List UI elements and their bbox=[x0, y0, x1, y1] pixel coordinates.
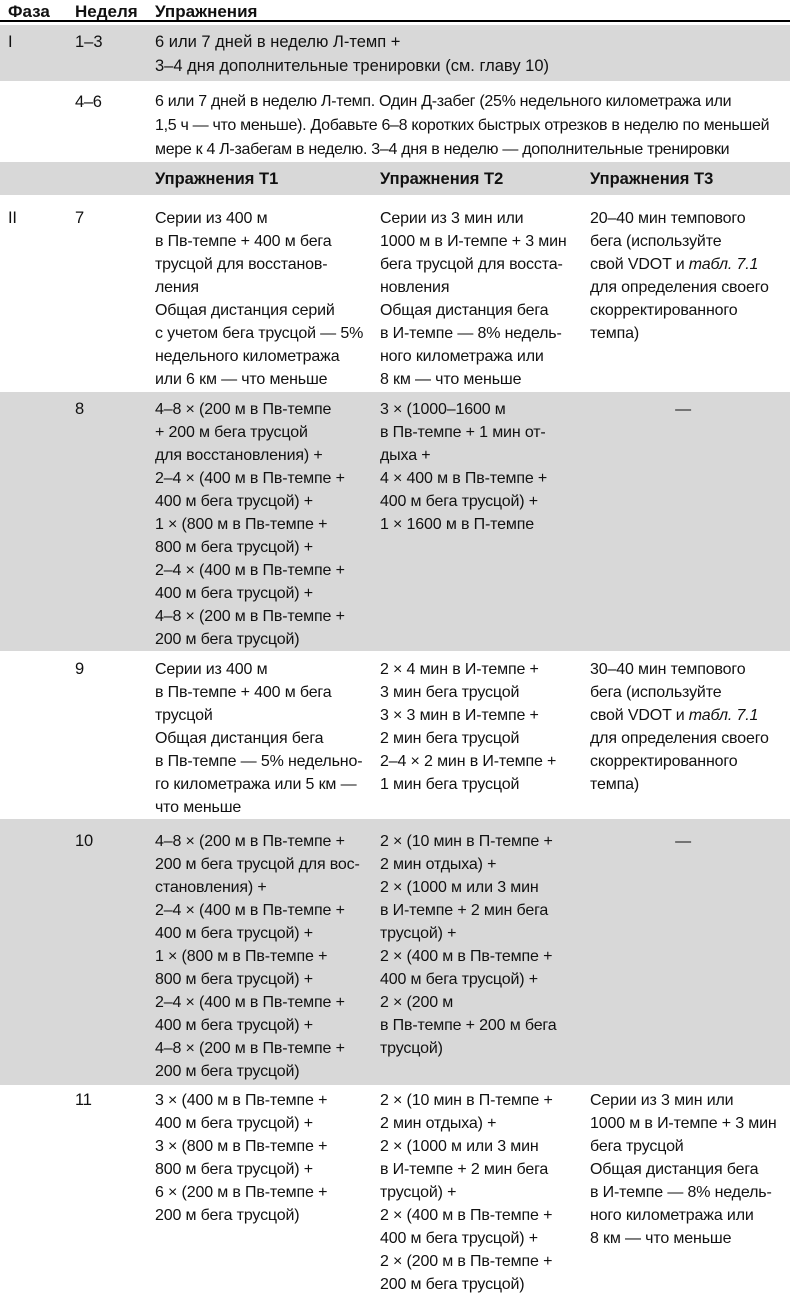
week-cell: 4–6 bbox=[75, 93, 102, 111]
t2-cell: 2 × (10 мин в П-темпе + 2 мин отдыха) + 2 × (1000 м или 3 мин в И-темпе + 2 мин бега трусцой) + 2 × (400 м в Пв-темпе + 400 м бега трусцой) + 2 × (200 м в Пв-темпе + 200 м бега трусцой) bbox=[380, 1092, 553, 1293]
t3-cell: — bbox=[675, 833, 691, 850]
t1-cell: 4–8 × (200 м в Пв-темпе + 200 м бега трусцой для восстановления) + 2–4 × (400 м в Пв-темпе + 400 м бега трусцой) + 1 × (800 м в Пв-темпе + 800 м бега трусцой) + 2–4 × (400 м в Пв-темпе + 400 м бега трусцой) + 4–8 × (200 м в Пв-темпе + 200 м бега трусцой) bbox=[155, 401, 345, 648]
table-header-row bbox=[0, 0, 790, 22]
table-row-week-9 bbox=[0, 651, 790, 819]
phase-cell bbox=[0, 1089, 75, 1296]
t1-cell: 4–8 × (200 м в Пв-темпе + 200 м бега трусцой для вос- становления) + 2–4 × (400 м в Пв-темпе + 400 м бега трусцой) + 1 × (800 м в Пв-темпе + 800 м бега трусцой) + 2–4 × (400 м в Пв-темпе + 400 м бега трусцой) + 4–8 × (200 м в Пв-темпе + 200 м бега трусцой) bbox=[155, 833, 360, 1080]
col-header-phase: Фаза bbox=[8, 2, 50, 21]
table-row-weeks-1-3 bbox=[0, 25, 790, 81]
table-row-week-8 bbox=[0, 392, 790, 651]
week-cell: 1–3 bbox=[75, 33, 103, 51]
week-cell: 9 bbox=[75, 660, 85, 678]
t1-cell: 3 × (400 м в Пв-темпе + 400 м бега трусцой) + 3 × (800 м в Пв-темпе + 800 м бега трусцой) + 6 × (200 м в Пв-темпе + 200 м бега трусцой) bbox=[155, 1092, 328, 1224]
table-subheader-row bbox=[0, 162, 790, 195]
exercises-cell: 6 или 7 дней в неделю Л-темп + 3–4 дня дополнительные тренировки (см. главу 10) bbox=[155, 33, 550, 75]
col-header-week: Неделя bbox=[75, 2, 138, 21]
t3-cell: 20–40 мин темпового бега (используйте свой VDOT и табл. 7.1 для определения своего скорректированного темпа) bbox=[590, 210, 769, 342]
t3-cell: — bbox=[675, 401, 691, 418]
week-cell: 11 bbox=[75, 1091, 92, 1109]
phase-cell: I bbox=[8, 33, 13, 51]
t2-cell: 3 × (1000–1600 м в Пв-темпе + 1 мин от- дыха + 4 × 400 м в Пв-темпе + 400 м бега трусцой) + 1 × 1600 м в П-темпе bbox=[380, 401, 548, 533]
t3-cell: 30–40 мин темпового бега (используйте свой VDOT и табл. 7.1 для определения своего скорректированного темпа) bbox=[590, 661, 769, 793]
t2-cell: 2 × (10 мин в П-темпе + 2 мин отдыха) + 2 × (1000 м или 3 мин в И-темпе + 2 мин бега трусцой) + 2 × (400 м в Пв-темпе + 400 м бега трусцой) + 2 × (200 м в Пв-темпе + 200 м бега трусцой) bbox=[380, 833, 557, 1057]
table-row-week-11 bbox=[0, 1085, 790, 1296]
phase-cell bbox=[0, 830, 75, 1085]
subheader-phase-spacer bbox=[0, 170, 75, 195]
t1-cell: Серии из 400 м в Пв-темпе + 400 м бега трусцой Общая дистанция бега в Пв-темпе — 5% недельно- го километража или 5 км — что меньше bbox=[155, 661, 363, 816]
phase-cell bbox=[0, 90, 75, 162]
phase-cell bbox=[0, 658, 75, 819]
col-header-t2: Упражнения Т2 bbox=[380, 170, 504, 188]
phase-cell: II bbox=[8, 209, 17, 227]
col-header-t1: Упражнения Т1 bbox=[155, 170, 279, 188]
subheader-week-spacer bbox=[75, 170, 155, 195]
table-row-week-10 bbox=[0, 819, 790, 1085]
phase-cell bbox=[0, 398, 75, 651]
col-header-t3: Упражнения Т3 bbox=[590, 170, 714, 188]
week-cell: 8 bbox=[75, 400, 85, 418]
t2-cell: 2 × 4 мин в И-темпе + 3 мин бега трусцой 3 × 3 мин в И-темпе + 2 мин бега трусцой 2–4 × 2 мин в И-темпе + 1 мин бега трусцой bbox=[380, 661, 557, 793]
table-row-weeks-4-6 bbox=[0, 81, 790, 162]
exercises-cell: 6 или 7 дней в неделю Л-темп. Один Д-забег (25% недельного километража или 1,5 ч — что меньше). Добавьте 6–8 коротких быстрых отрезков в неделю по меньшей мере к 4 Л-забегам в неделю. 3–4 дня в неделю — дополнительные тренировки bbox=[155, 93, 770, 158]
week-cell: 7 bbox=[75, 209, 85, 227]
t2-cell: Серии из 3 мин или 1000 м в И-темпе + 3 мин бега трусцой для восста- новления Общая дистанция бега в И-темпе — 8% недель- ного километража или 8 км — что меньше bbox=[380, 210, 567, 388]
table-row-week-7 bbox=[0, 195, 790, 392]
week-cell: 10 bbox=[75, 832, 94, 850]
t1-cell: Серии из 400 м в Пв-темпе + 400 м бега трусцой для восстанов- ления Общая дистанция серий с учетом бега трусцой — 5% недельного километража или 6 км — что меньше bbox=[155, 210, 364, 388]
col-header-exercises: Упражнения bbox=[155, 2, 258, 21]
t3-cell: Серии из 3 мин или 1000 м в И-темпе + 3 мин бега трусцой Общая дистанция бега в И-темпе — 8% недель- ного километража или 8 км — что меньше bbox=[590, 1092, 777, 1247]
